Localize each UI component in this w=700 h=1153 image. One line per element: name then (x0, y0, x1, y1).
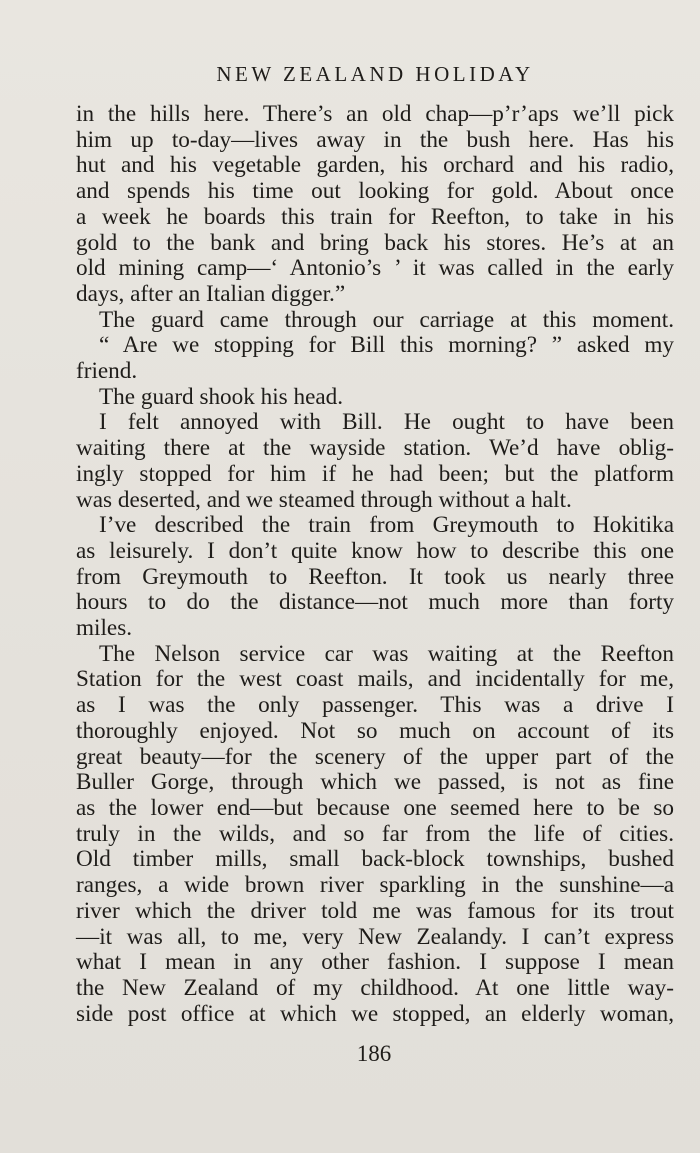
text-line: days, after an Italian digger.” (76, 280, 346, 307)
text-line: friend. (76, 358, 138, 385)
text-line: was deserted, and we steamed through without a halt. (76, 486, 572, 513)
text-line: great beauty—for the scenery of the upper part of the (76, 743, 674, 770)
text-line: The guard shook his head. (99, 383, 344, 410)
text-line: old mining camp—‘ Antonio’s ’ it was called in the early (76, 255, 674, 282)
text-line: Old timber mills, small back-block townships, bushed (76, 846, 674, 873)
text-line: as the lower end—but because one seemed here to be so (76, 794, 674, 821)
text-line: in the hills here. There’s an old chap—p’r’aps we’ll pick (76, 101, 674, 127)
text-line: Buller Gorge, through which we passed, is not as fine (76, 769, 674, 796)
text-line: as leisurely. I don’t quite know how to describe this one (76, 537, 674, 564)
text-line: and spends his time out looking for gold. About once (76, 178, 674, 205)
text-line: —it was all, to me, very New Zealandy. I can’t express (76, 923, 674, 950)
text-line: a week he boards this train for Reefton, to take in his (76, 203, 674, 230)
text-line: waiting there at the wayside station. We’d have oblig- (76, 435, 674, 462)
text-line: The guard came through our carriage at this moment. (99, 306, 674, 333)
text-line: the New Zealand of my childhood. At one little way- (76, 974, 674, 1001)
text-line: hours to do the distance—not much more than forty (76, 589, 674, 616)
text-line: him up to-day—lives away in the bush here. Has his (76, 126, 674, 153)
text-line: what I mean in any other fashion. I suppose I mean (76, 949, 674, 976)
text-line: Station for the west coast mails, and incidentally for me, (76, 666, 674, 693)
text-line: river which the driver told me was famous for its trout (76, 897, 674, 924)
text-line: gold to the bank and bring back his stores. He’s at an (76, 229, 674, 256)
text-line: ingly stopped for him if he had been; but the platform (76, 460, 674, 487)
text-line: truly in the wilds, and so far from the life of cities. (76, 820, 674, 847)
text-line: thoroughly enjoyed. Not so much on account of its (76, 717, 674, 744)
body-text (76, 102, 674, 1027)
text-line: miles. (76, 615, 133, 642)
page-number: 186 (356, 1041, 392, 1066)
text-line: ranges, a wide brown river sparkling in the sunshine—a (76, 872, 674, 899)
text-line: I’ve described the train from Greymouth to Hokitika (99, 512, 674, 539)
text-line: “ Are we stopping for Bill this morning? ” asked my (99, 332, 674, 359)
text-line: The Nelson service car was waiting at the Reefton (99, 640, 674, 667)
text-line: as I was the only passenger. This was a drive I (76, 692, 674, 719)
text-line: from Greymouth to Reefton. It took us nearly three (76, 563, 674, 590)
text-line: side post office at which we stopped, an elderly woman, (76, 1000, 674, 1027)
text-line: hut and his vegetable garden, his orchard and his radio, (76, 152, 674, 179)
running-head: NEW ZEALAND HOLIDAY (216, 62, 534, 86)
text-line: I felt annoyed with Bill. He ought to have been (99, 409, 674, 436)
